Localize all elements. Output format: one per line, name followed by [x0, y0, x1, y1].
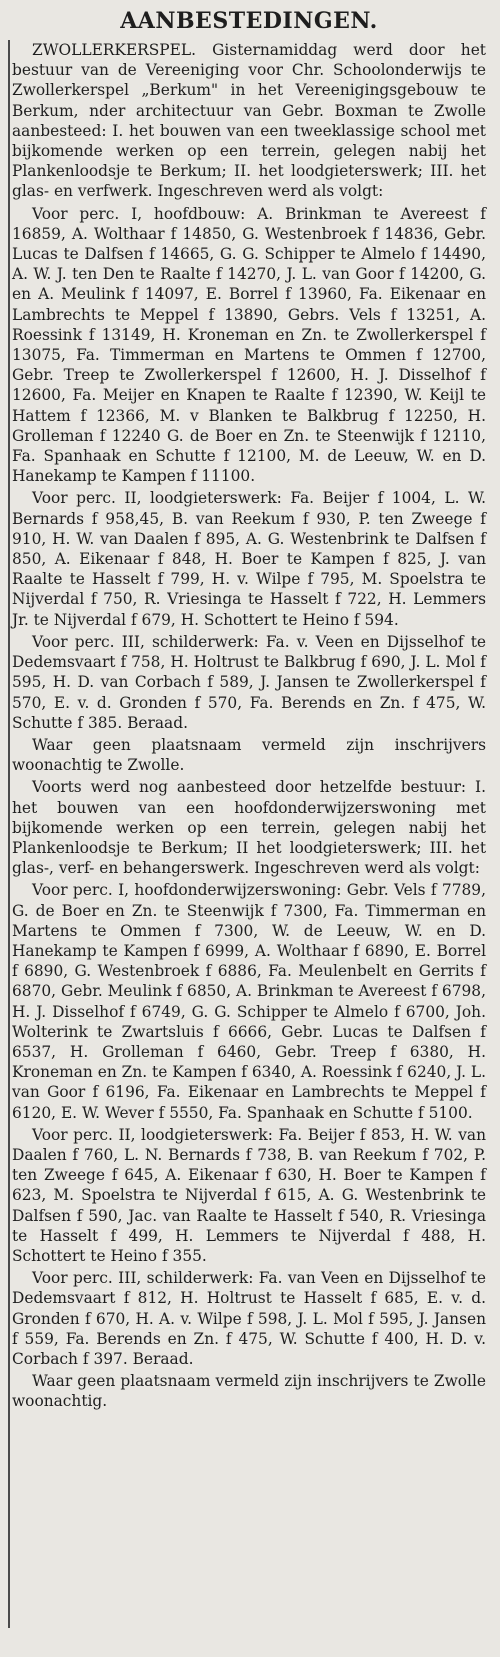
school-lot-1-paragraph: Voor perc. I, hoofdbouw: A. Brinkman te Avereest f 16859, A. Wolthaar f 14850, G. Westenbroek f 14836, Gebr. Lucas te Dalfsen f 14665, G. G. Schipper te Almelo f 14490, A. W. J. ten Den te Raalte f 14270, J. L. van Goor f 14200, G. en A. Meulink f 14097, E. Borrel f 13960, Fa. Eikenaar en Lambrechts te Meppel f 13890, Gebrs. Vels f 13251, A. Roessink f 13149, H. Kroneman en Zn. te Zwollerkerspel f 13075, Fa. Timmerman en Martens te Ommen f 12700, Gebr. Treep te Zwollerkerspel f 12600, H. J. Disselhof f 12600, Fa. Meijer en Knapen te Raalte f 12390, W. Keijl te Hattem f 12366, M. v Blanken te Balkbrug f 12250, H. Grolleman f 12240 G. de Boer en Zn. te Steenwijk f 12110, Fa. Spanhaak en Schutte f 12100, M. de Leeuw, W. en D. Hanekamp te Kampen f 11100. [12, 204, 486, 486]
column-rule [8, 40, 10, 1628]
house-lot-3-paragraph: Voor perc. III, schilderwerk: Fa. van Veen en Dijsselhof te Dedemsvaart f 812, H. Holtrust te Hasselt f 685, E. v. d. Gronden f 670, H. A. v. Wilpe f 598, J. L. Mol f 595, J. Jansen f 559, Fa. Berends en Zn. f 475, W. Schutte f 400, H. D. v. Corbach f 397. Beraad. [12, 1269, 486, 1368]
second-tender-paragraph: Voorts werd nog aanbesteed door hetzelfde bestuur: I. het bouwen van een hoofdonderwijzerswoning met bijkomende werken op een terrein, gelegen nabij het Plankenloodsje te Berkum; II het loodgieterswerk; III. het glas-, verf- en behangerswerk. Ingeschreven werd als volgt: [12, 778, 486, 878]
residence-note-paragraph: Waar geen plaatsnaam vermeld zijn inschrijvers woonachtig te Zwolle. [12, 735, 486, 775]
closing-note-paragraph: Waar geen plaatsnaam vermeld zijn inschrijvers te Zwolle woonachtig. [12, 1372, 486, 1411]
article-headline: AANBESTEDINGEN. [120, 8, 378, 34]
intro-paragraph: ZWOLLERKERSPEL. Gisternamiddag werd door het bestuur van de Vereeniging voor Chr. Schoolonderwijs te Zwollerkerspel „Berkum" in het Vereenigingsgebouw te Berkum, nder architectuur van Gebr. Boxman te Zwolle aanbesteed: I. het bouwen van een tweeklassige school met bijkomende werken op een terrein, gelegen nabij het Plankenloodsje te Berkum; II. het loodgieterswerk; III. het glas- en verfwerk. Ingeschreven werd als volgt: [12, 41, 486, 201]
article [12, 6, 486, 1412]
school-lot-2-paragraph: Voor perc. II, loodgieterswerk: Fa. Beijer f 1004, L. W. Bernards f 958,45, B. van Reekum f 930, P. ten Zweege f 910, H. W. van Daalen f 895, A. G. Westenbrink te Dalfsen f 850, A. Eikenaar f 848, H. Boer te Kampen f 825, J. van Raalte te Hasselt f 799, H. v. Wilpe f 795, M. Spoelstra te Nijverdal f 750, R. Vriesinga te Hasselt f 722, H. Lemmers Jr. te Nijverdal f 679, H. Schottert te Heino f 594. [12, 489, 486, 629]
house-lot-1-paragraph: Voor perc. I, hoofdonderwijzerswoning: Gebr. Vels f 7789, G. de Boer en Zn. te Steenwijk f 7300, Fa. Timmerman en Martens te Ommen f 7300, W. de Leeuw, W. en D. Hanekamp te Kampen f 6999, A. Wolthaar f 6890, E. Borrel f 6890, G. Westenbroek f 6886, Fa. Meulenbelt en Gerrits f 6870, Gebr. Meulink f 6850, A. Brinkman te Avereest f 6798, H. J. Disselhof f 6749, G. G. Schipper te Almelo f 6700, Joh. Wolterink te Zwartsluis f 6666, Gebr. Lucas te Dalfsen f 6537, H. Grolleman f 6460, Gebr. Treep f 6380, H. Kroneman en Zn. te Kampen f 6340, A. Roessink f 6240, J. L. van Goor f 6196, Fa. Eikenaar en Lambrechts te Meppel f 6120, E. W. Wever f 5550, Fa. Spanhaak en Schutte f 5100. [12, 881, 486, 1122]
house-lot-2-paragraph: Voor perc. II, loodgieterswerk: Fa. Beijer f 853, H. W. van Daalen f 760, L. N. Bernards f 738, B. van Reekum f 702, P. ten Zweege f 645, A. Eikenaar f 630, H. Boer te Kampen f 623, M. Spoelstra te Nijverdal f 615, A. G. Westenbrink te Dalfsen f 590, Jac. van Raalte te Hasselt f 540, R. Vriesinga te Hasselt f 499, H. Lemmers te Nijverdal f 488, H. Schottert te Heino f 355. [12, 1125, 486, 1265]
school-lot-3-paragraph: Voor perc. III, schilderwerk: Fa. v. Veen en Dijsselhof te Dedemsvaart f 758, H. Holtrust te Balkbrug f 690, J. L. Mol f 595, H. D. van Corbach f 589, J. Jansen te Zwollerkerspel f 570, E. v. d. Gronden f 570, Fa. Berends en Zn. f 475, W. Schutte f 385. Beraad. [12, 632, 486, 732]
